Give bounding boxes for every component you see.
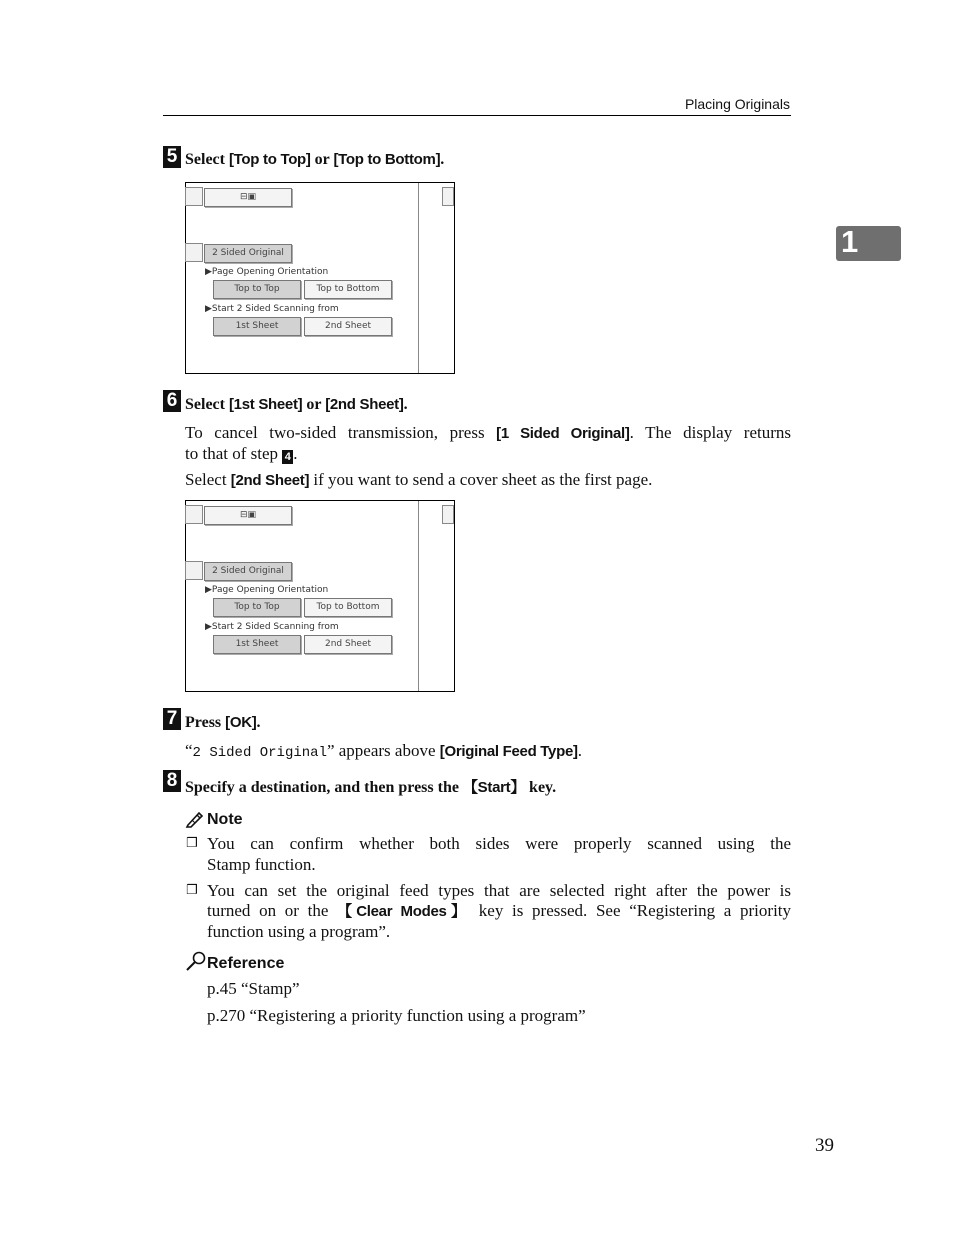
text: turned on or the xyxy=(207,901,338,920)
text: . xyxy=(293,444,298,463)
panel-left-tab xyxy=(185,187,203,206)
note-item-1-line-1: You can confirm whether both sides were properly scanned using the xyxy=(207,834,791,853)
two-sided-original-button[interactable]: 2 Sided Original xyxy=(204,562,292,581)
step-6-paragraph-1-line-1 xyxy=(185,422,791,444)
top-to-bottom-button[interactable]: Top to Bottom xyxy=(304,598,392,617)
step-reference-badge: 4 xyxy=(282,450,293,464)
note-item-2-line-2 xyxy=(207,900,791,922)
orientation-label: ▶Page Opening Orientation xyxy=(205,267,329,277)
text: . xyxy=(577,741,582,760)
two-sided-original-button[interactable]: 2 Sided Original xyxy=(204,244,292,263)
step-6-instruction xyxy=(185,396,408,414)
chapter-number: 1 xyxy=(841,224,859,259)
key-2nd-sheet: [2nd Sheet] xyxy=(325,396,404,413)
step-5-text: Select xyxy=(185,151,229,168)
checkbox-bullet-icon: ❒ xyxy=(186,836,198,851)
step-5-or: or xyxy=(310,151,334,168)
key-original-feed-type: [Original Feed Type] xyxy=(439,743,578,760)
page-number: 39 xyxy=(815,1135,834,1156)
step-number-6: 6 xyxy=(163,390,181,412)
step-6-paragraph-2 xyxy=(185,469,652,491)
key-1-sided-original: [1 Sided Original] xyxy=(496,425,630,442)
step-5-period: . xyxy=(440,151,445,168)
first-sheet-button[interactable]: 1st Sheet xyxy=(213,317,301,336)
display-message: 2 Sided Original xyxy=(192,745,327,761)
text: To cancel two-sided transmission, press xyxy=(185,423,497,442)
magnifier-icon xyxy=(185,951,207,973)
reference-link-priority-function[interactable]: p.270 “Registering a priority function using a program” xyxy=(207,1006,586,1025)
key-start: 【Start】 xyxy=(462,779,526,796)
second-sheet-button[interactable]: 2nd Sheet xyxy=(304,635,392,654)
step-7-period: . xyxy=(256,714,261,731)
chapter-tab xyxy=(836,226,901,261)
step-8-text-end: key. xyxy=(525,779,557,796)
scan-start-label: ▶Start 2 Sided Scanning from xyxy=(205,304,339,314)
first-sheet-button[interactable]: 1st Sheet xyxy=(213,635,301,654)
panel-top-button[interactable]: ⊟▣ xyxy=(204,506,292,525)
key-2nd-sheet: [2nd Sheet] xyxy=(230,472,310,489)
note-heading: Note xyxy=(207,811,243,828)
step-7-instruction xyxy=(185,714,260,732)
second-sheet-button[interactable]: 2nd Sheet xyxy=(304,317,392,336)
note-item-2-line-1: You can set the original feed types that are selected right after the power is xyxy=(207,881,791,900)
panel-top-button[interactable]: ⊟▣ xyxy=(204,188,292,207)
panel-left-tab xyxy=(185,243,203,262)
checkbox-bullet-icon: ❒ xyxy=(186,883,198,898)
text: . The display returns xyxy=(629,423,791,442)
key-top-to-top: [Top to Top] xyxy=(228,151,311,168)
pencil-icon xyxy=(185,810,205,828)
step-5-instruction xyxy=(185,151,444,169)
step-8-text: Specify a destination, and then press the xyxy=(185,779,463,796)
step-number-8: 8 xyxy=(163,770,181,792)
reference-heading: Reference xyxy=(207,955,285,972)
key-1st-sheet: [1st Sheet] xyxy=(228,396,303,413)
text: if you want to send a cover sheet as the first page. xyxy=(309,470,653,489)
text: key is pressed. See “Registering a priority xyxy=(470,901,792,920)
text: Select xyxy=(185,470,231,489)
key-top-to-bottom: [Top to Bottom] xyxy=(333,151,441,168)
step-6-text: Select xyxy=(185,396,229,413)
step-6-or: or xyxy=(302,396,326,413)
key-clear-modes: 【Clear Modes】 xyxy=(337,903,471,920)
text: ” appears above xyxy=(326,741,440,760)
scan-start-label: ▶Start 2 Sided Scanning from xyxy=(205,622,339,632)
step-number-5: 5 xyxy=(163,146,181,168)
step-6-paragraph-1-line-2 xyxy=(185,443,298,464)
step-6-period: . xyxy=(403,396,408,413)
running-header: Placing Originals xyxy=(684,96,790,112)
panel-right-tab xyxy=(442,187,454,206)
key-ok: [OK] xyxy=(225,714,257,731)
step-number-7: 7 xyxy=(163,708,181,730)
step-7-text: Press xyxy=(185,714,226,731)
screen-panel-1 xyxy=(185,182,455,374)
header-rule xyxy=(163,115,791,116)
text: “ xyxy=(185,741,193,760)
orientation-label: ▶Page Opening Orientation xyxy=(205,585,329,595)
panel-divider xyxy=(418,501,419,691)
top-to-bottom-button[interactable]: Top to Bottom xyxy=(304,280,392,299)
panel-left-tab xyxy=(185,505,203,524)
step-7-paragraph xyxy=(185,740,582,764)
screen-panel-2 xyxy=(185,500,455,692)
panel-left-tab xyxy=(185,561,203,580)
note-item-2-line-3: function using a program”. xyxy=(207,922,391,941)
step-8-instruction xyxy=(185,776,556,797)
text: to that of step xyxy=(185,444,283,463)
panel-divider xyxy=(418,183,419,373)
panel-right-tab xyxy=(442,505,454,524)
reference-link-stamp[interactable]: p.45 “Stamp” xyxy=(207,979,300,998)
note-item-1-line-2: Stamp function. xyxy=(207,855,316,874)
top-to-top-button[interactable]: Top to Top xyxy=(213,598,301,617)
top-to-top-button[interactable]: Top to Top xyxy=(213,280,301,299)
